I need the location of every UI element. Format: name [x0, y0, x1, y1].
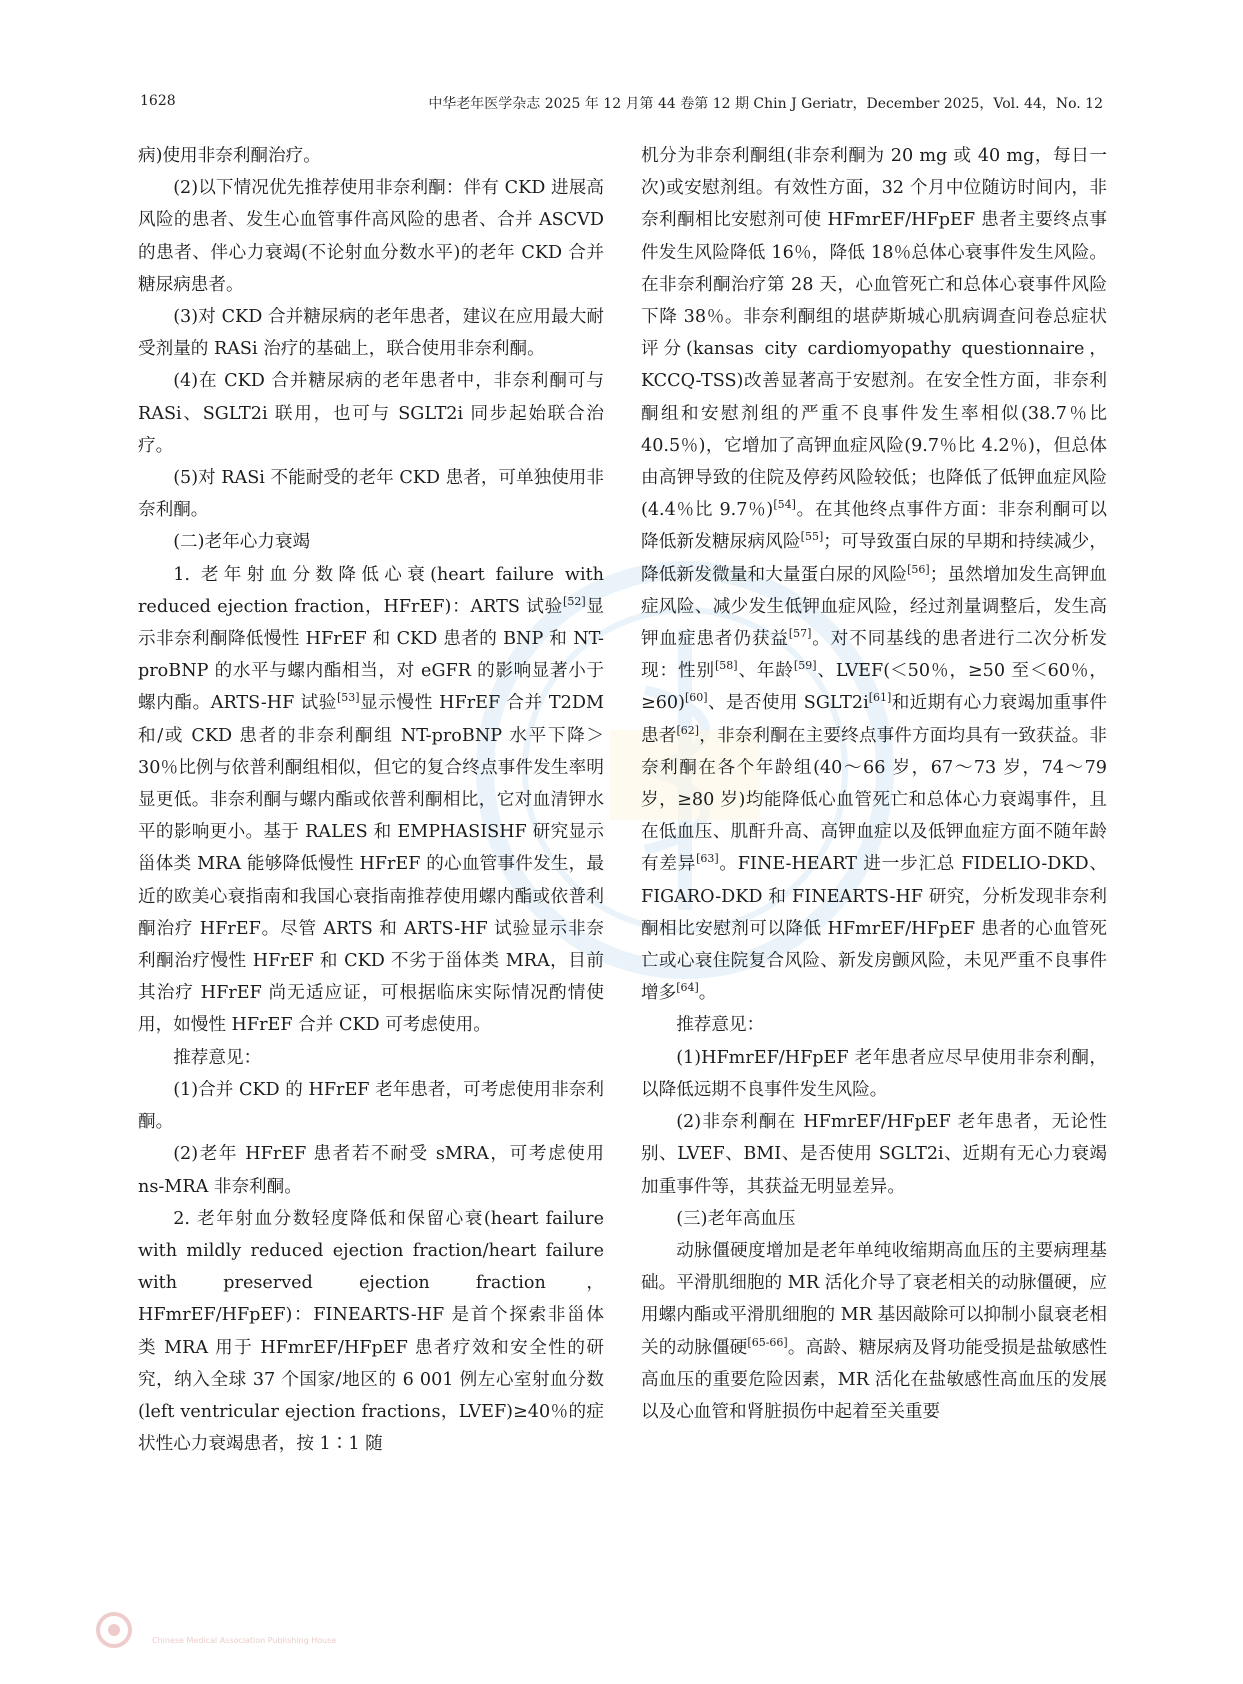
text-run: (2)老年 HFrEF 患者若不耐受 sMRA，可考虑使用 ns-MRA 非奈利酮。	[138, 1144, 604, 1197]
reference-marker: [56]	[907, 562, 930, 576]
text-run: 、年龄	[737, 661, 794, 682]
text-run: 推荐意见：	[173, 1047, 262, 1068]
page-number: 1628	[140, 93, 176, 109]
paragraph	[138, 140, 604, 172]
reference-marker: [60]	[685, 691, 708, 705]
text-run: (4)在 CKD 合并糖尿病的老年患者中，非奈利酮可与 RASi、SGLT2i 联用，也可与 SGLT2i 同步起始联合治疗。	[138, 371, 604, 456]
reference-marker: [59]	[793, 659, 817, 673]
paragraph	[641, 1203, 1107, 1235]
text-run: 。FINE-HEART 进一步汇总 FIDELIO-DKD、FIGARO-DKD 和 FINEARTS-HF 研究，分析发现非奈利酮相比安慰剂可以降低 HFmrEF/HFpEF 患者的心血管死亡或心衰住院复合风险、新发房颤风险，未见严重不良事件增多	[641, 854, 1107, 1004]
reference-marker: [64]	[676, 981, 699, 995]
reference-marker: [52]	[563, 594, 586, 608]
paragraph	[138, 462, 604, 526]
paragraph	[138, 1074, 604, 1138]
text-run: 1. 老年射血分数降低心衰(heart failure with reduced ejection fraction，HFrEF)：ARTS 试验	[138, 564, 604, 617]
publisher-name: Chinese Medical Association Publishing House	[152, 1636, 337, 1645]
text-run: (5)对 RASi 不能耐受的老年 CKD 患者，可单独使用非奈利酮。	[138, 468, 604, 521]
text-run: 病)使用非奈利酮治疗。	[138, 146, 321, 166]
text-run: (3)对 CKD 合并糖尿病的老年患者，建议在应用最大耐受剂量的 RASi 治疗的基础上，联合使用非奈利酮。	[138, 307, 604, 360]
reference-marker: [54]	[773, 498, 796, 512]
text-run: ，非奈利酮在主要终点事件方面均具有一致获益。非奈利酮在各个年龄组(40～66 岁，67～73 岁，74～79 岁，≥80 岁)均能降低心血管死亡和总体心力衰竭事件，且在低血压、肌酐升高、高钾血症以及低钾血症方面不随年龄有差异	[641, 725, 1107, 875]
paragraph	[138, 559, 604, 1042]
reference-marker: [63]	[696, 852, 719, 866]
paragraph	[138, 301, 604, 365]
publisher-footer-logo	[92, 1610, 612, 1650]
paragraph	[138, 1203, 604, 1461]
text-run: 机分为非奈利酮组(非奈利酮为 20 mg 或 40 mg，每日一次)或安慰剂组。有效性方面，32 个月中位随访时间内，非奈利酮相比安慰剂可使 HFmrEF/HFpEF 患者主要终点事件发生风险降低 16％，降低 18％总体心衰事件发生风险。在非奈利酮治疗第 28 天，心血管死亡和总体心衰事件风险下降 38％。非奈利酮组的堪萨斯城心肌病调查问卷总症状评分(kansas city cardiomyopathy questionnaire，KCCQ-TSS)改善显著高于安慰剂。在安全性方面，非奈利酮组和安慰剂组的严重不良事件发生率相似(38.7％比 40.5％)，它增加了高钾血症风险(9.7％比 4.2％)，但总体由高钾导致的住院及停药风险较低；也降低了低钾血症风险(4.4％比 9.7％)	[641, 146, 1107, 521]
text-run: 推荐意见：	[676, 1015, 765, 1036]
text-run: ；虽然增加发生高钾血症风险、减少发生低钾血症风险，经过剂量调整后，发生高钾血症患者仍获益	[641, 564, 1107, 650]
reference-marker: [53]	[336, 691, 360, 705]
paragraph	[138, 1042, 604, 1074]
reference-marker: [55]	[800, 530, 824, 544]
paragraph	[641, 1106, 1107, 1203]
text-run: (2)非奈利酮在 HFmrEF/HFpEF 老年患者，无论性别、LVEF、BMI、是否使用 SGLT2i、近期有无心力衰竭加重事件等，其获益无明显差异。	[641, 1112, 1107, 1197]
paragraph	[138, 1138, 604, 1202]
right-column	[641, 140, 1107, 1428]
text-run: 。	[698, 983, 717, 1004]
text-run: 。对不同基线的患者进行二次分析发现：性别	[641, 629, 1107, 682]
text-run: (2)以下情况优先推荐使用非奈利酮：伴有 CKD 进展高风险的患者、发生心血管事件高风险的患者、合并 ASCVD 的患者、伴心力衰竭(不论射血分数水平)的老年 CKD 合并糖尿病患者。	[138, 178, 604, 295]
text-run: 显示慢性 HFrEF 合并 T2DM 和/或 CKD 患者的非奈利酮组 NT-proBNP 水平下降＞30％比例与依普利酮组相似，但它的复合终点事件发生率明显更低。非奈利酮与螺内酯或依普利酮相比，它对血清钾水平的影响更小。基于 RALES 和 EMPHASISHF 研究显示甾体类 MRA 能够降低慢性 HFrEF 的心血管事件发生，最近的欧美心衰指南和我国心衰指南推荐使用螺内酯或依普利酮治疗 HFrEF。尽管 ARTS 和 ARTS-HF 试验显示非奈利酮治疗慢性 HFrEF 和 CKD 不劣于甾体类 MRA，目前其治疗 HFrEF 尚无适应证，可根据临床实际情况酌情使用，如慢性 HFrEF 合并 CKD 可考虑使用。	[138, 693, 604, 1036]
text-run: (1)HFmrEF/HFpEF 老年患者应尽早使用非奈利酮，以降低远期不良事件发生风险。	[641, 1047, 1107, 1100]
paragraph	[641, 140, 1107, 1009]
text-run: 显示非奈利酮降低慢性 HFrEF 和 CKD 患者的 BNP 和 NT-proBNP 的水平与螺内酯相当，对 eGFR 的影响显著小于螺内酯。ARTS-HF 试验	[138, 596, 604, 714]
text-run: (1)合并 CKD 的 HFrEF 老年患者，可考虑使用非奈利酮。	[138, 1079, 604, 1133]
publisher-logo-icon	[92, 1610, 136, 1650]
paragraph	[641, 1009, 1107, 1041]
text-run: 、LVEF(＜50％，≥50 至＜60％，≥60)	[641, 661, 1107, 714]
text-run: (三)老年高血压	[676, 1208, 796, 1229]
running-header	[140, 93, 1103, 117]
text-run: 。在其他终点事件方面：非奈利酮可以降低新发糖尿病风险	[641, 500, 1108, 553]
reference-marker: [65-66]	[747, 1335, 788, 1349]
reference-marker: [62]	[676, 723, 700, 737]
text-run: 、是否使用 SGLT2i	[707, 693, 869, 714]
paragraph	[138, 526, 604, 558]
reference-marker: [57]	[788, 627, 812, 641]
journal-citation: 中华老年医学杂志 2025 年 12 月第 44 卷第 12 期 Chin J Geriatr，December 2025，Vol. 44，No. 12	[428, 96, 1103, 112]
text-run: (二)老年心力衰竭	[173, 532, 311, 553]
paragraph	[641, 1042, 1107, 1106]
text-run: 动脉僵硬度增加是老年单纯收缩期高血压的主要病理基础。平滑肌细胞的 MR 活化介导了衰老相关的动脉僵硬，应用螺内酯或平滑肌细胞的 MR 基因敲除可以抑制小鼠衰老相关的动脉僵硬	[641, 1240, 1107, 1358]
paragraph	[138, 172, 604, 301]
text-run: 和近期有心力衰竭加重事件患者	[641, 693, 1107, 746]
reference-marker: [61]	[868, 691, 892, 705]
left-column	[138, 140, 604, 1460]
paragraph	[138, 365, 604, 462]
paragraph	[641, 1235, 1107, 1428]
text-run: ；可导致蛋白尿的早期和持续减少，降低新发微量和大量蛋白尿的风险	[641, 532, 1107, 585]
text-run: 。高龄、糖尿病及肾功能受损是盐敏感性高血压的重要危险因素，MR 活化在盐敏感性高血压的发展以及心血管和肾脏损伤中起着至关重要	[641, 1337, 1107, 1422]
text-run: 2. 老年射血分数轻度降低和保留心衰(heart failure with mildly reduced ejection fraction/heart failure with preserved ejection fraction，HFmrEF/HFpEF)：FINEARTS-HF 是首个探索非甾体类 MRA 用于 HFmrEF/HFpEF 患者疗效和安全性的研究，纳入全球 37 个国家/地区的 6 001 例左心室射血分数(left ventricular ejection fractions，LVEF)≥40％的症状性心力衰竭患者，按 1∶1 随	[138, 1208, 604, 1455]
reference-marker: [58]	[714, 659, 738, 673]
